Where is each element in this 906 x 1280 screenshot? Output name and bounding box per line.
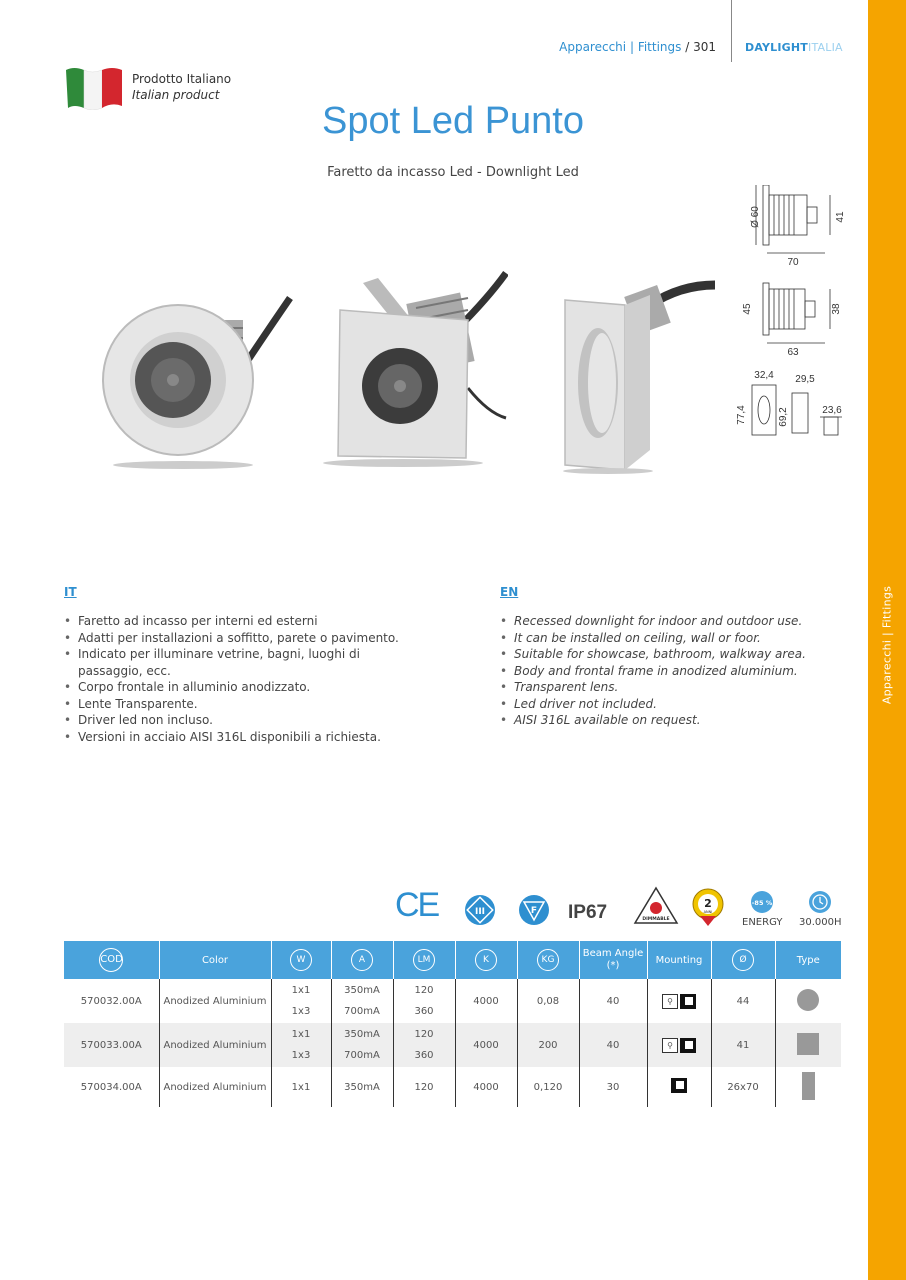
- header-divider: [731, 0, 732, 62]
- type-square-icon: [797, 1033, 819, 1055]
- cell-color: Anodized Aluminium: [159, 1023, 271, 1067]
- cell-mounting: [647, 1067, 711, 1107]
- mounting-ceiling-icon: ⚲: [662, 994, 678, 1009]
- spec-table: [64, 941, 841, 1107]
- cell-beam: 40: [579, 1023, 647, 1067]
- col-header-lumen: LM: [393, 941, 455, 979]
- list-item: • Suitable for showcase, bathroom, walkway area.: [500, 646, 840, 663]
- list-item: • Lente Transparente.: [64, 696, 424, 713]
- mounting-wall-icon: [671, 1078, 687, 1093]
- list-item: • AISI 316L available on request.: [500, 712, 840, 729]
- cell-ampere: 350mA 700mA: [331, 979, 393, 1023]
- cell-beam: 30: [579, 1067, 647, 1107]
- class-3-icon: [464, 894, 496, 926]
- svg-text:III: III: [474, 907, 486, 917]
- list-item: • Versioni in acciaio AISI 316L disponibili a richiesta.: [64, 729, 424, 746]
- energy-saving-icon: [750, 890, 774, 914]
- dim-height-1: 41: [835, 211, 846, 223]
- svg-text:ANNI: ANNI: [703, 910, 713, 914]
- list-item: • Adatti per installazioni a soffitto, parete o pavimento.: [64, 630, 424, 647]
- breadcrumb-it[interactable]: Apparecchi: [559, 40, 627, 54]
- cell-watt: 1x1: [271, 1067, 331, 1107]
- cell-lumen: 120: [393, 1067, 455, 1107]
- ip67-rating: IP67: [568, 902, 608, 923]
- origin-en: Italian product: [132, 88, 220, 102]
- warranty-icon: [690, 888, 726, 928]
- lifetime-label: 30.000H: [799, 917, 842, 928]
- cell-watt: 1x1 1x3: [271, 1023, 331, 1067]
- cell-kelvin: 4000: [455, 1023, 517, 1067]
- product-image-square: [318, 268, 508, 468]
- side-label: Apparecchi | Fittings: [880, 585, 894, 705]
- product-title: Spot Led Punto: [322, 100, 584, 142]
- cell-type: [775, 1023, 841, 1067]
- dimmable-icon: [633, 886, 679, 926]
- list-item: • Indicato per illuminare vetrine, bagni, luoghi di passaggio, ecc.: [64, 646, 424, 679]
- list-item: • Body and frontal frame in anodized aluminium.: [500, 663, 840, 680]
- technical-drawings: [730, 185, 850, 450]
- cell-type: [775, 979, 841, 1023]
- list-item: • Led driver not included.: [500, 696, 840, 713]
- cell-type: [775, 1067, 841, 1107]
- col-header-type: Type: [775, 941, 841, 979]
- dim-side-2: 45: [742, 303, 753, 315]
- col-header-weight: KG: [517, 941, 579, 979]
- cell-hole: 26x70: [711, 1067, 775, 1107]
- brand-logo: DAYLIGHTITALIA: [745, 41, 843, 54]
- cell-weight: 0,120: [517, 1067, 579, 1107]
- col-header-watt: W: [271, 941, 331, 979]
- list-item: • It can be installed on ceiling, wall or foor.: [500, 630, 840, 647]
- svg-text:2: 2: [704, 897, 712, 910]
- breadcrumb: Apparecchi | Fittings / 301: [559, 40, 716, 54]
- cell-mounting: [647, 1023, 711, 1067]
- col-header-beam: Beam Angle (*): [579, 941, 647, 979]
- col-header-cod: COD: [64, 941, 159, 979]
- cell-beam: 40: [579, 979, 647, 1023]
- description-en: [500, 613, 840, 729]
- mounting-ceiling-icon: ⚲: [662, 1038, 678, 1053]
- dim-w2: 29,5: [795, 374, 815, 385]
- product-subtitle: Faretto da incasso Led - Downlight Led: [327, 165, 579, 180]
- mounting-wall-icon: [680, 1038, 696, 1053]
- page-number: / 301: [685, 40, 716, 54]
- col-header-mounting: Mounting: [647, 941, 711, 979]
- dim-h3: 23,6: [822, 405, 842, 416]
- energy-label: ENERGY: [742, 917, 783, 928]
- cell-mounting: [647, 979, 711, 1023]
- cell-lumen: 120 360: [393, 1023, 455, 1067]
- svg-text:F: F: [530, 906, 538, 916]
- lang-label-it: IT: [64, 585, 77, 599]
- mounting-wall-icon: [680, 994, 696, 1009]
- type-rectangular-icon: [802, 1072, 815, 1100]
- svg-text:-85 %: -85 %: [751, 899, 773, 907]
- list-item: • Corpo frontale in alluminio anodizzato.: [64, 679, 424, 696]
- list-item: • Recessed downlight for indoor and outdoor use.: [500, 613, 840, 630]
- col-header-kelvin: K: [455, 941, 517, 979]
- cell-watt: 1x1 1x3: [271, 979, 331, 1023]
- dim-depth-1: 70: [787, 257, 799, 268]
- f-mark-icon: [518, 894, 550, 926]
- svg-text:DIMMABLE: DIMMABLE: [642, 917, 670, 922]
- dim-h2: 69,2: [778, 407, 789, 427]
- list-item: • Driver led non incluso.: [64, 712, 424, 729]
- cell-hole: 44: [711, 979, 775, 1023]
- product-image-rectangular: [560, 275, 720, 475]
- table-row: [64, 1023, 841, 1067]
- list-item: • Faretto ad incasso per interni ed esterni: [64, 613, 424, 630]
- dim-depth-2: 63: [787, 347, 799, 358]
- col-header-ampere: A: [331, 941, 393, 979]
- cell-kelvin: 4000: [455, 979, 517, 1023]
- cell-code: 570034.00A: [64, 1067, 159, 1107]
- origin-it: Prodotto Italiano: [132, 72, 232, 86]
- dim-w1: 32,4: [754, 370, 774, 381]
- col-header-hole: Ø: [711, 941, 775, 979]
- cell-hole: 41: [711, 1023, 775, 1067]
- cell-color: Anodized Aluminium: [159, 979, 271, 1023]
- list-item: • Transparent lens.: [500, 679, 840, 696]
- cell-code: 570032.00A: [64, 979, 159, 1023]
- lifetime-icon: [808, 890, 832, 914]
- dim-h1: 77,4: [736, 405, 747, 425]
- dim-diameter: Ø 60: [750, 206, 761, 228]
- table-row: [64, 979, 841, 1023]
- table-row: [64, 1067, 841, 1107]
- cell-code: 570033.00A: [64, 1023, 159, 1067]
- breadcrumb-en[interactable]: Fittings: [637, 40, 682, 54]
- cell-kelvin: 4000: [455, 1067, 517, 1107]
- cell-weight: 200: [517, 1023, 579, 1067]
- cell-ampere: 350mA 700mA: [331, 1023, 393, 1067]
- ce-mark-icon: CE: [395, 886, 439, 924]
- cell-color: Anodized Aluminium: [159, 1067, 271, 1107]
- cell-ampere: 350mA: [331, 1067, 393, 1107]
- description-it: [64, 613, 424, 745]
- col-header-color: Color: [159, 941, 271, 979]
- dim-height-2: 38: [831, 303, 842, 315]
- cell-weight: 0,08: [517, 979, 579, 1023]
- type-round-icon: [797, 989, 819, 1011]
- lang-label-en: EN: [500, 585, 519, 599]
- product-image-round: [98, 290, 293, 470]
- cell-lumen: 120 360: [393, 979, 455, 1023]
